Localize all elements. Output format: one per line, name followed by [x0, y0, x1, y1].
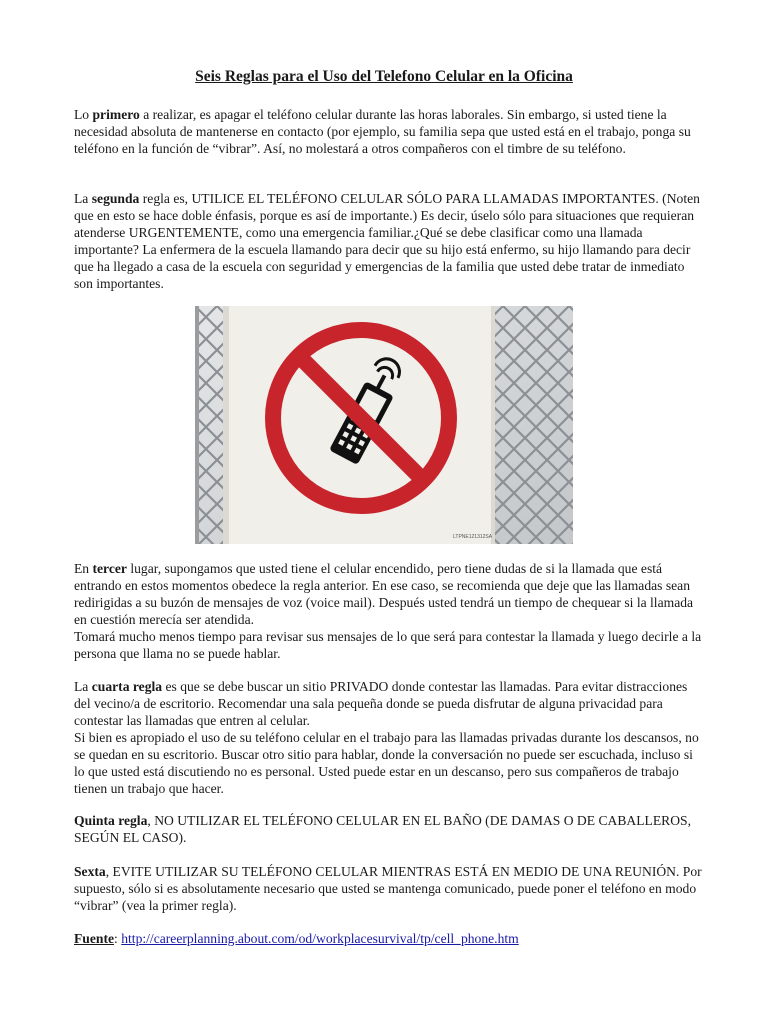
rule-keyword: Sexta [74, 864, 106, 879]
paragraph-lead: Lo [74, 107, 93, 122]
source-label: Fuente [74, 931, 115, 946]
paragraph-lead: En [74, 561, 93, 576]
paragraph-body: regla es, UTILICE EL TELÉFONO CELULAR SÓLO PARA LLAMADAS IMPORTANTES. (Noten que en esto se hace doble énfasis, porque es así de importante.) Es decir, úselo sólo para situaciones que requieran atenderse URGENTEMENTE, como una emergencia familiar.¿Qué se debe clasificar como una llamada importante? La enfermera de la escuela llamando para decir que su hijo está enfermo, su hijo llamando para decir que ha llegado a casa de la escuela con seguridad y emergencias de la familia que usted debe tratar de inmediato son importantes. [74, 191, 700, 291]
rule-keyword: segunda [91, 191, 140, 206]
paragraph-body-continued: Si bien es apropiado el uso de su teléfono celular en el trabajo para las llamadas privadas durante los descansos, no se quedan en su escritorio. Buscar otro sitio para hablar, donde la conversación no puede ser escuchada, incluso si lo que usted está discutiendo no es personal. Usted puede estar en un descanso, pero sus compañeros de trabajo tienen un trabajo que hacer. [74, 730, 699, 796]
sign-code: LTPNE121312SA [453, 534, 493, 540]
paragraph-body: lugar, supongamos que usted tiene el celular encendido, pero tiene dudas de si la llamada que está entrando en estos momentos obedece la regla anterior. En ese caso, se recomienda que deje que las llamadas sean redirigidas a su buzón de mensajes de voz (voice mail). Después usted tendrá un tiempo de chequear si la llamada en cuestión merecía ser atendida. [74, 561, 694, 627]
rule-keyword: Quinta regla [74, 813, 148, 828]
paragraph-body: , EVITE UTILIZAR SU TELÉFONO CELULAR MIENTRAS ESTÁ EN MEDIO DE UNA REUNIÓN. Por supuesto, sólo si es absolutamente necesario que usted se mantenga comunicado, puede poner el teléfono en modo “vibrar” (vea la primer regla). [74, 864, 702, 913]
paragraph-body: , NO UTILIZAR EL TELÉFONO CELULAR EN EL BAÑO (DE DAMAS O DE CABALLEROS, SEGÚN EL CASO). [74, 813, 691, 845]
no-cell-phone-sign-icon [195, 306, 573, 544]
paragraph-rule-2 [74, 190, 704, 292]
paragraph-rule-5 [74, 812, 704, 846]
source-link[interactable]: http://careerplanning.about.com/od/workplacesurvival/tp/cell_phone.htm [121, 931, 519, 946]
paragraph-rule-4 [74, 678, 704, 797]
paragraph-rule-6 [74, 863, 704, 914]
rule-keyword: cuarta regla [91, 679, 163, 694]
paragraph-lead: La [74, 191, 92, 206]
rule-keyword: tercer [92, 561, 127, 576]
rule-keyword: primero [92, 107, 140, 122]
document-title: Seis Reglas para el Uso del Telefono Celular en la Oficina [195, 68, 573, 85]
paragraph-body: es que se debe buscar un sitio PRIVADO donde contestar las llamadas. Para evitar distracciones del vecino/a de escritorio. Recomendar una sala pequeña donde se pueda disfrutar de alguna privacidad para contestar las llamadas que entren al celular. [74, 679, 688, 728]
source-line [74, 930, 704, 947]
no-phone-sign-photo [195, 306, 573, 544]
paragraph-rule-1 [74, 106, 704, 157]
paragraph-lead: La [74, 679, 92, 694]
paragraph-body: a realizar, es apagar el teléfono celular durante las horas laborales. Sin embargo, si usted tiene la necesidad absoluta de mantenerse en contacto (por ejemplo, su familia sepa que usted está en el trabajo, ponga su teléfono en la función de “vibrar”. Así, no molestará a otros compañeros con el timbre de su teléfono. [74, 107, 691, 156]
source-separator: : [114, 931, 122, 946]
paragraph-rule-3 [74, 560, 704, 662]
paragraph-body-continued: Tomará mucho menos tiempo para revisar sus mensajes de lo que será para contestar la llamada y luego decirle a la persona que llama no se puede hablar. [74, 629, 702, 661]
